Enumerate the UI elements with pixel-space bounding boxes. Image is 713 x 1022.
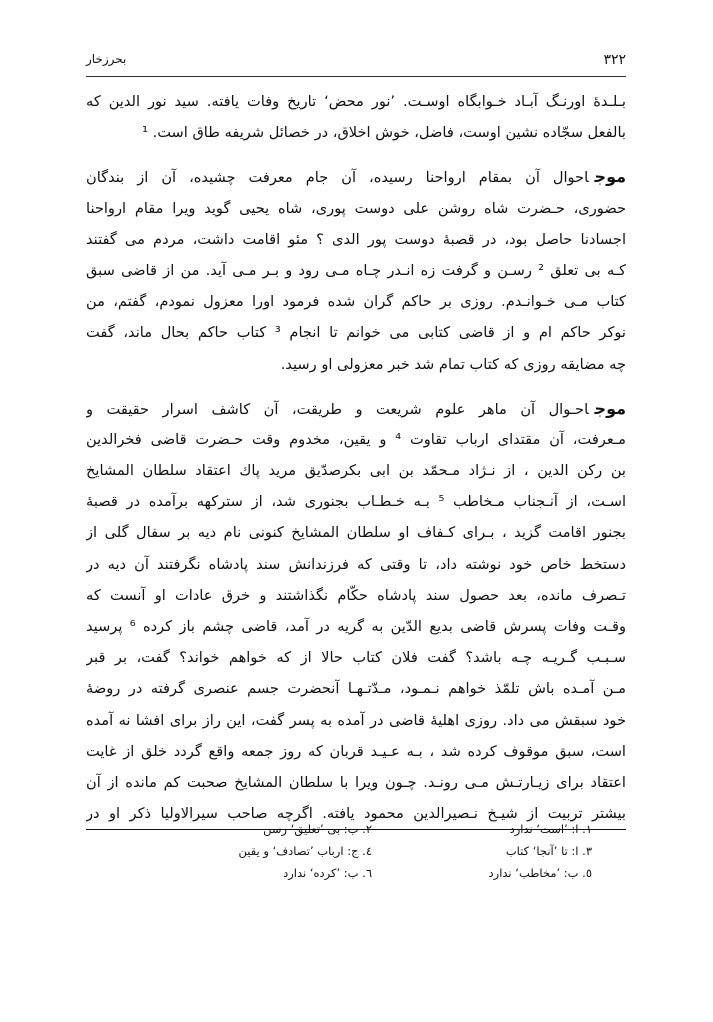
running-title: بحرزخار xyxy=(86,52,127,66)
text-line: بیشتر تربیت از شیـخ نـصیرالدین محمود یافته. اگرچه صاحب سیرالاولیا ذکر او در xyxy=(86,798,626,830)
section-heading: موج xyxy=(594,167,626,187)
text-line: بن رکن الدین ، از نـژاد مـحمّد بن ابی بکرصدّیق مرید پاك اعتقاد سلطان المشایخ xyxy=(86,462,626,480)
text-line: کتاب مـی خـوانـدم. روزی بر حاکم گران شده فرمود اورا معزول نمودم، گفتم، من xyxy=(86,293,626,311)
text-line: بالفعل سجّاده نشین اوست، فاضل، خوش اخلاق، در خصائل شریفه طاق است. ¹ xyxy=(142,124,626,142)
text-line: بجنور اقامت گزید ، بـرای کـفاف او سلطان المشایخ کنونی نام دیه بر سفال گلی از xyxy=(86,524,626,542)
text-line: نوکر حاکم ام و از قاضی کتابی می خوانم تا انجام ³ کتاب حاکم بحال ماند، گفت xyxy=(86,324,626,342)
footnote-row xyxy=(86,862,626,884)
text-line: حضوری، حـضرت شاه روشن علی دوست پوری، شاه یحیی گوید ویرا مقام ارواحنا xyxy=(86,199,626,217)
text-line-content: احـوال آن ماهر علوم شریعت و طریقت، آن کاشف اسرار حقیقت و xyxy=(86,400,589,418)
text-line: سـبـب گـریـه چـه باشد؟ گفت فلان کتاب حالا از که خواهم خواند؟ گفت، بر قبر xyxy=(86,649,626,667)
text-line: مـعرفت، آن مقتدای ارباب تقاوت ⁴ و یقین، مخدوم وقت حـضرت قاضی فخرالدین xyxy=(86,430,626,448)
footnote: ۲. ب: بی ’تعلیق‘ رسن xyxy=(263,822,372,836)
book-page xyxy=(86,0,626,1022)
text-line xyxy=(86,393,626,424)
text-line: اجسادنا حاصل بود، در قصبهٔ دوست پور الدی ؟ مئو اقامت داشت، مردم می گفتند xyxy=(86,230,626,248)
footnote-row xyxy=(86,840,626,862)
text-line: دستخط خاص خود نوشته داد، تا وقتی که فرزندانش سند پادشاه نگرفتند آن دیه در xyxy=(86,555,626,573)
text-line: مـن آمـده باش تلمّذ خواهم نـمـود، مـدّتـهـا آنحضرت جسم عنصری گرفته در روضهٔ xyxy=(86,680,626,698)
footnote-row xyxy=(86,818,626,840)
body-text xyxy=(86,86,626,830)
footnote: ٥. ب: ’مخاطب‘ ندارد xyxy=(488,866,592,880)
text-line: تـصرف مانده، بعد حصول سند پادشاه حکّام نگذاشتند و خرق عادات او آنست که xyxy=(86,586,626,604)
page-number: ۳۲۲ xyxy=(603,52,626,68)
text-line: اسـت، از آنـجناب مـخاطب ⁵ بـه خـطـاب بجنوری شد، از سترکهه برآمده در قصبهٔ xyxy=(86,493,626,511)
text-line: بـلـدهٔ اورنـگ آبـاد خـوابگاه اوسـت. ’نور محض‘ تاریخ وفات یافته. سید نور الدین که xyxy=(86,93,626,110)
footnotes xyxy=(86,818,626,884)
footnote: ۳. ا: تا ’آنجا‘ کتاب xyxy=(505,844,592,858)
section-heading: موج xyxy=(594,398,626,418)
text-line xyxy=(86,161,626,192)
footnote: ٤. ج: ارباب ’تصادف‘ و یقین xyxy=(238,844,372,858)
text-line: کـه بی تعلق ² رسـن و گرفت زه انـدر چـاه مـی رود و بـر مـی آید. من از قاضی سبق xyxy=(86,261,626,279)
text-line-content: احوال آن بمقام ارواحنا رسیده، آن جام معرفت چشیده، آن از بندگان xyxy=(86,169,589,187)
text-line: است، سبق موقوف کرده شد ، بـه عـیـد قربان که روز جمعه واقع گردد خلق از غایت xyxy=(86,742,626,760)
header-divider xyxy=(86,76,626,77)
footnote: ۱. ا: ’است‘ ندارد xyxy=(509,822,592,836)
footnote: ٦. ب: ’کرده‘ ندارد xyxy=(283,866,372,880)
text-line: اعتقاد برای زیـارتـش مـی رونـد. چـون ویرا با سلطان المشایخ صحبت کم مانده از آن xyxy=(86,773,626,791)
page-header xyxy=(86,52,626,72)
text-line: وقـت وفات پسرش قاضی بدیع الدّین به گریه در آمد، قاضی چشم باز کرده ⁶ پرسید xyxy=(86,618,626,635)
text-line: چه مضایقه روزی که کتاب تمام شد خبر معزولی او رسید. xyxy=(280,355,626,373)
text-line: خود سبقش می داد. روزی اهلیهٔ قاضی در آمده به پسر گفت، این راز برای افشا نه آمده xyxy=(86,711,626,729)
